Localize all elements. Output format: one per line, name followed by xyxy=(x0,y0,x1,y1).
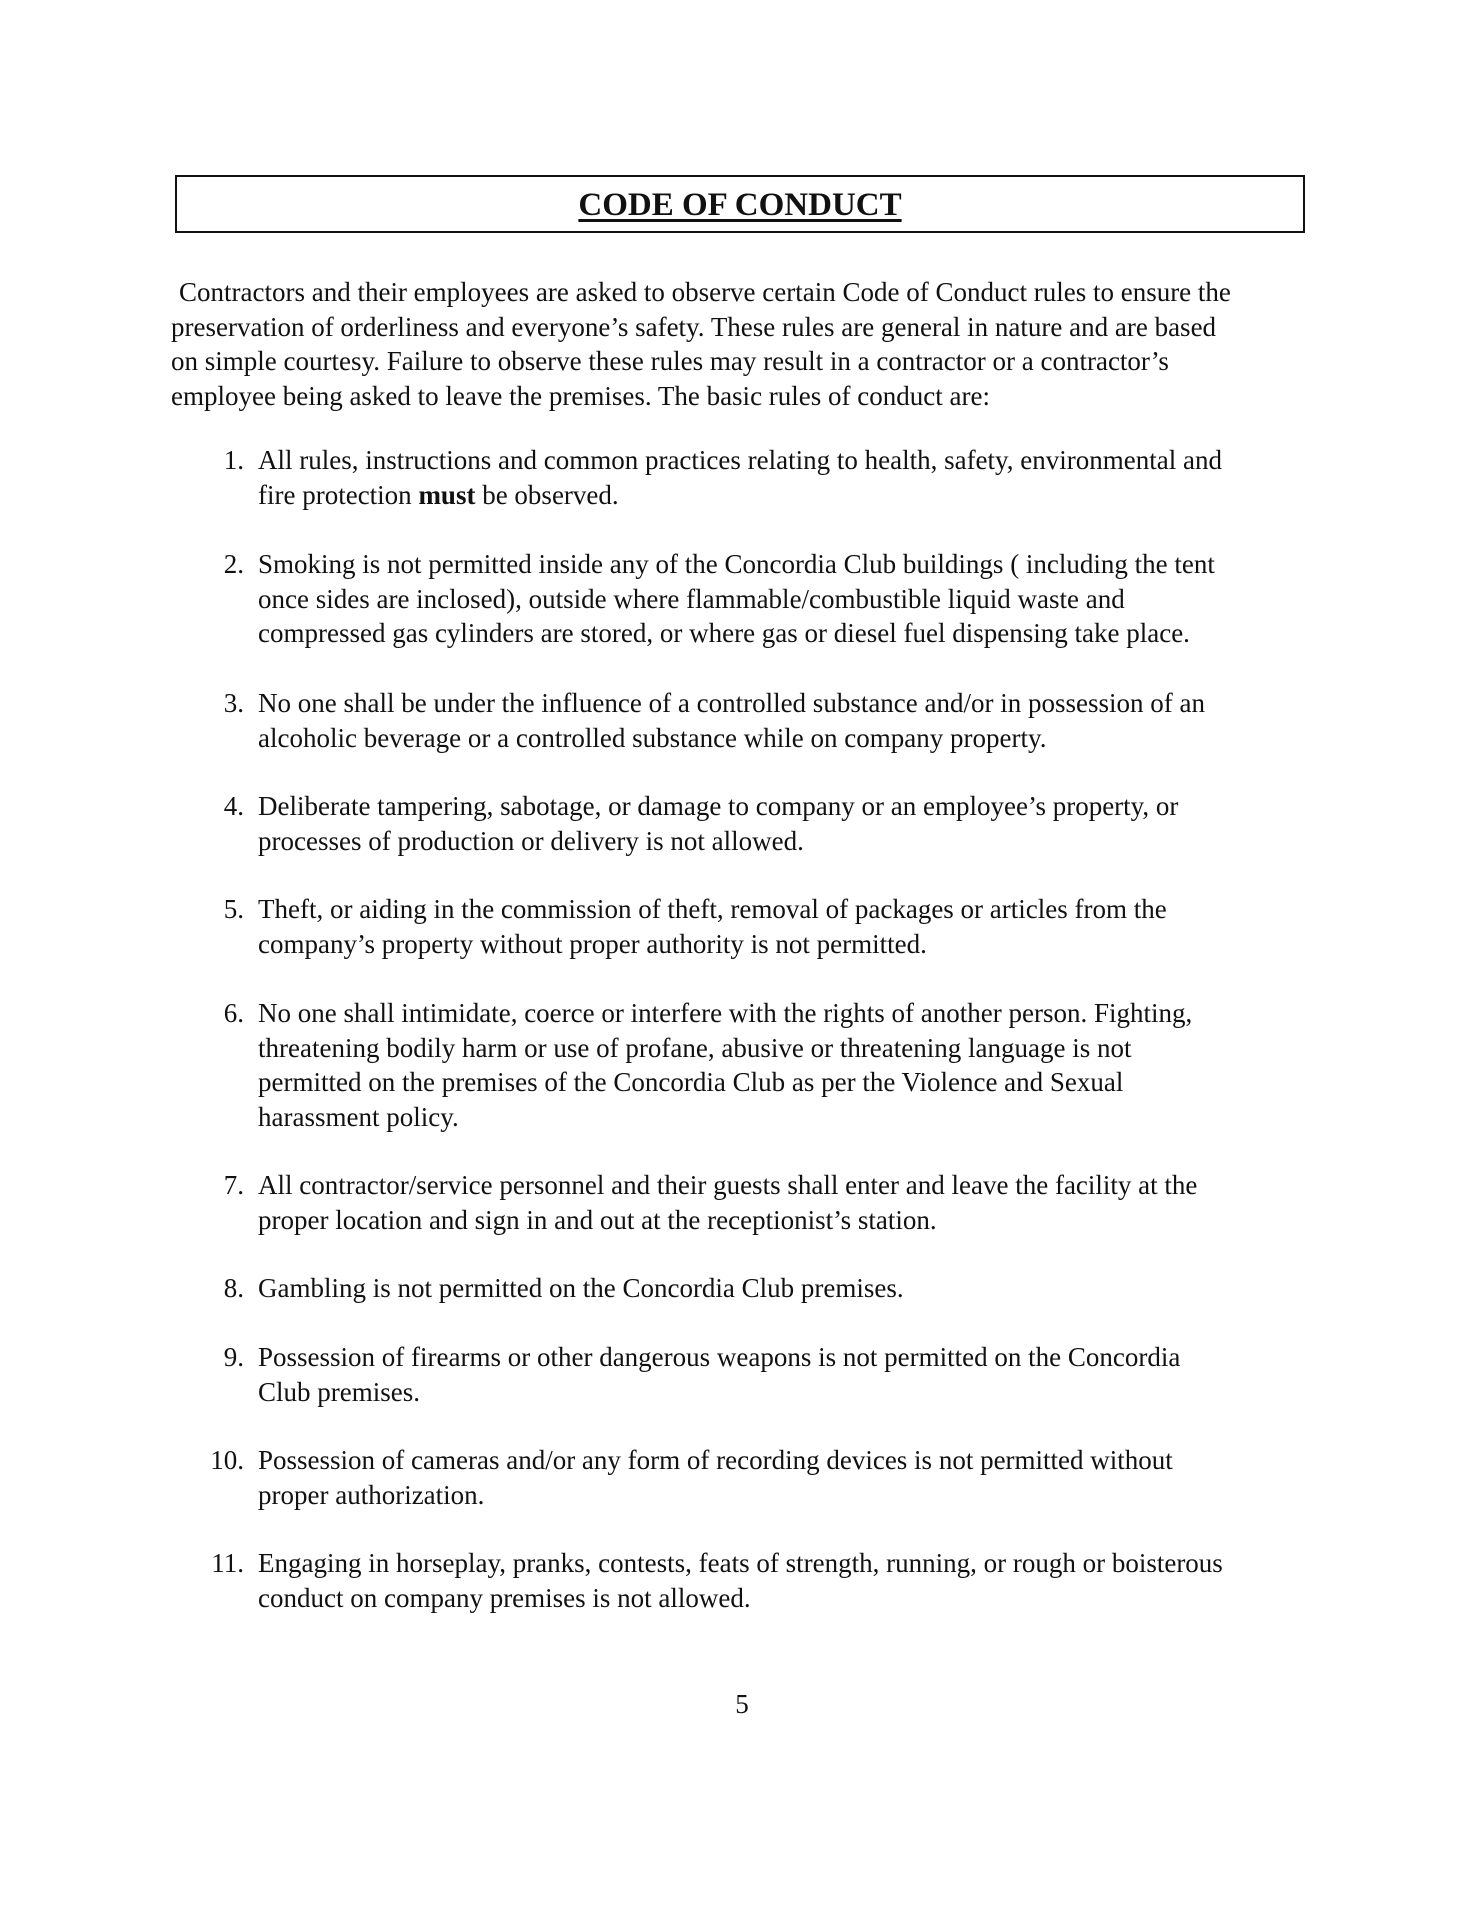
rule-item-10 xyxy=(210,1443,1318,1512)
rule-line: No one shall intimidate, coerce or interfere with the rights of another person. Fighting, xyxy=(258,998,1193,1028)
rule-line: No one shall be under the influence of a controlled substance and/or in possession of an xyxy=(258,688,1205,718)
title-box xyxy=(175,175,1305,233)
rule-line: alcoholic beverage or a controlled substance while on company property. xyxy=(258,722,1047,753)
rule-item-11 xyxy=(211,1546,1318,1615)
rule-line: Deliberate tampering, sabotage, or damage to company or an employee’s property, or xyxy=(258,791,1179,821)
rule-line: Theft, or aiding in the commission of theft, removal of packages or articles from the xyxy=(258,894,1167,924)
rule-number: 10. xyxy=(210,1445,244,1475)
rule-number: 7. xyxy=(223,1170,244,1200)
rule-item-6 xyxy=(223,996,1318,1134)
rule-text: fire protection xyxy=(258,479,419,510)
rule-line xyxy=(258,478,1318,513)
rule-item-8 xyxy=(223,1271,1318,1306)
rule-number: 11. xyxy=(211,1548,244,1578)
rule-line: Club premises. xyxy=(258,1376,420,1407)
rule-line: All rules, instructions and common practices relating to health, safety, environmental and xyxy=(258,445,1222,475)
rule-line: compressed gas cylinders are stored, or where gas or diesel fuel dispensing take place. xyxy=(258,618,1190,648)
rule-line: threatening bodily harm or use of profane, abusive or threatening language is not xyxy=(258,1032,1132,1063)
rule-line: All contractor/service personnel and their guests shall enter and leave the facility at the xyxy=(258,1170,1198,1200)
rule-line: company’s property without proper authority is not permitted. xyxy=(258,928,927,959)
rule-line: proper authorization. xyxy=(258,1479,485,1510)
page-title: CODE OF CONDUCT xyxy=(578,187,902,223)
intro-line: preservation of orderliness and everyone’s safety. These rules are general in nature and are based xyxy=(171,311,1217,342)
rule-number: 2. xyxy=(223,549,244,579)
intro-line: employee being asked to leave the premises. The basic rules of conduct are: xyxy=(171,380,990,411)
rule-number: 1. xyxy=(223,445,244,475)
rule-number: 8. xyxy=(223,1273,244,1303)
rule-number: 9. xyxy=(223,1342,244,1372)
rule-line: Possession of cameras and/or any form of recording devices is not permitted without xyxy=(258,1445,1173,1475)
rule-line: Engaging in horseplay, pranks, contests, feats of strength, running, or rough or boisterous xyxy=(258,1548,1223,1578)
rule-item-3 xyxy=(223,686,1318,755)
intro-line: Contractors and their employees are asked to observe certain Code of Conduct rules to ensure the xyxy=(179,277,1231,307)
rule-line: Smoking is not permitted inside any of the Concordia Club buildings ( including the tent xyxy=(258,549,1215,579)
rule-number: 5. xyxy=(223,894,244,924)
rule-number: 4. xyxy=(223,791,244,821)
rule-line: processes of production or delivery is not allowed. xyxy=(258,825,804,856)
rule-emphasis: must xyxy=(418,479,476,510)
rule-line: permitted on the premises of the Concordia Club as per the Violence and Sexual xyxy=(258,1067,1124,1097)
intro-line: on simple courtesy. Failure to observe these rules may result in a contractor or a contractor’s xyxy=(171,346,1169,376)
rule-item-1 xyxy=(223,443,1318,512)
rule-line: proper location and sign in and out at the receptionist’s station. xyxy=(258,1204,937,1235)
rule-line: once sides are inclosed), outside where flammable/combustible liquid waste and xyxy=(258,583,1125,614)
rule-text: be observed. xyxy=(475,479,619,510)
rule-number: 3. xyxy=(223,688,244,718)
rule-line: conduct on company premises is not allowed. xyxy=(258,1582,751,1613)
rule-line: harassment policy. xyxy=(258,1101,459,1132)
rule-line: Gambling is not permitted on the Concordia Club premises. xyxy=(258,1273,904,1303)
rule-item-4 xyxy=(223,789,1318,858)
rule-item-2 xyxy=(223,547,1318,651)
rule-line: Possession of firearms or other dangerous weapons is not permitted on the Concordia xyxy=(258,1342,1181,1372)
intro-paragraph xyxy=(171,275,1311,413)
rule-item-7 xyxy=(223,1168,1318,1237)
rule-item-5 xyxy=(223,892,1318,961)
rule-item-9 xyxy=(223,1340,1318,1409)
rule-number: 6. xyxy=(223,998,244,1028)
page-number: 5 xyxy=(735,1689,749,1719)
